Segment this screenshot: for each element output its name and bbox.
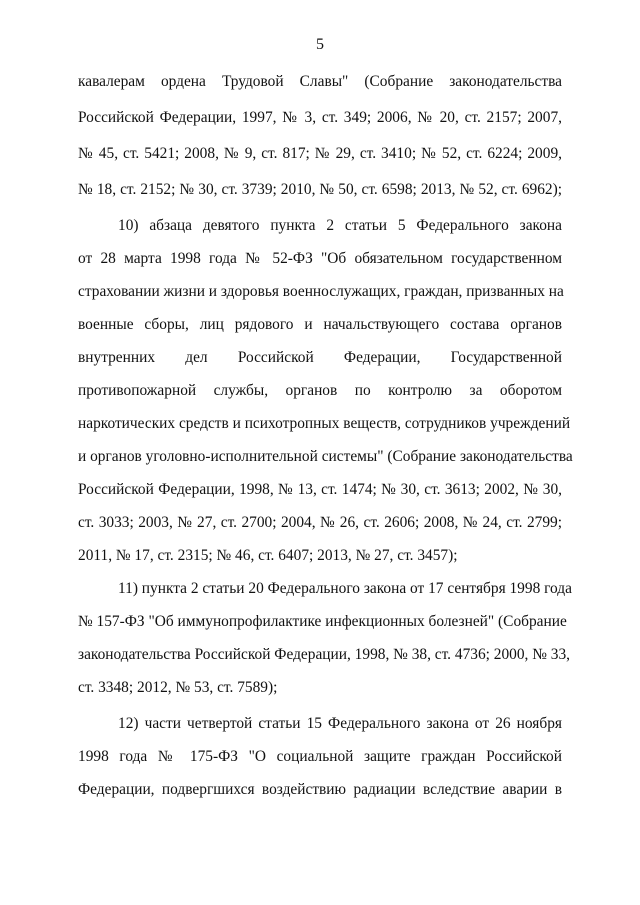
p10-line-4: военные сборы, лиц рядового и начальствующего состава органов <box>78 316 562 333</box>
p12-line-2: 1998 года № 175-ФЗ "О социальной защите граждан Российской <box>78 748 562 765</box>
p11-line-3: законодательства Российской Федерации, 1998, № 38, ст. 4736; 2000, № 33, <box>78 646 571 663</box>
p10-line-11: 2011, № 17, ст. 2315; № 46, ст. 6407; 2013, № 27, ст. 3457); <box>78 547 458 564</box>
p0-line-1: кавалерам ордена Трудовой Славы" (Собрание законодательства <box>78 73 562 90</box>
p10-line-10: ст. 3033; 2003, № 27, ст. 2700; 2004, № 26, ст. 2606; 2008, № 24, ст. 2799; <box>78 514 562 531</box>
p10-line-1: 10) абзаца девятого пункта 2 статьи 5 Федерального закона <box>118 217 562 234</box>
p0-line-4: № 18, ст. 2152; № 30, ст. 3739; 2010, № 50, ст. 6598; 2013, № 52, ст. 6962); <box>78 181 562 198</box>
p10-line-8: и органов уголовно-исполнительной системы" (Собрание законодательства <box>78 448 573 465</box>
p11-line-4: ст. 3348; 2012, № 53, ст. 7589); <box>78 679 278 696</box>
p0-line-3: № 45, ст. 5421; 2008, № 9, ст. 817; № 29, ст. 3410; № 52, ст. 6224; 2009, <box>78 145 562 162</box>
p12-line-3: Федерации, подвергшихся воздействию радиации вследствие аварии в <box>78 781 562 798</box>
p10-line-2: от 28 марта 1998 года № 52-ФЗ "Об обязательном государственном <box>78 250 562 267</box>
p11-line-2: № 157-ФЗ "Об иммунопрофилактике инфекционных болезней" (Собрание <box>78 613 567 630</box>
p0-line-2: Российской Федерации, 1997, № 3, ст. 349; 2006, № 20, ст. 2157; 2007, <box>78 109 562 126</box>
p10-line-9: Российской Федерации, 1998, № 13, ст. 1474; № 30, ст. 3613; 2002, № 30, <box>78 481 562 498</box>
page-number: 5 <box>316 36 324 53</box>
p11-line-1: 11) пункта 2 статьи 20 Федерального закона от 17 сентября 1998 года <box>118 580 572 597</box>
p10-line-7: наркотических средств и психотропных веществ, сотрудников учреждений <box>78 415 571 432</box>
p12-line-1: 12) части четвертой статьи 15 Федерального закона от 26 ноября <box>118 715 562 732</box>
p10-line-3: страховании жизни и здоровья военнослужащих, граждан, призванных на <box>78 283 564 300</box>
p10-line-6: противопожарной службы, органов по контролю за оборотом <box>78 382 562 399</box>
p10-line-5: внутренних дел Российской Федерации, Государственной <box>78 349 562 366</box>
